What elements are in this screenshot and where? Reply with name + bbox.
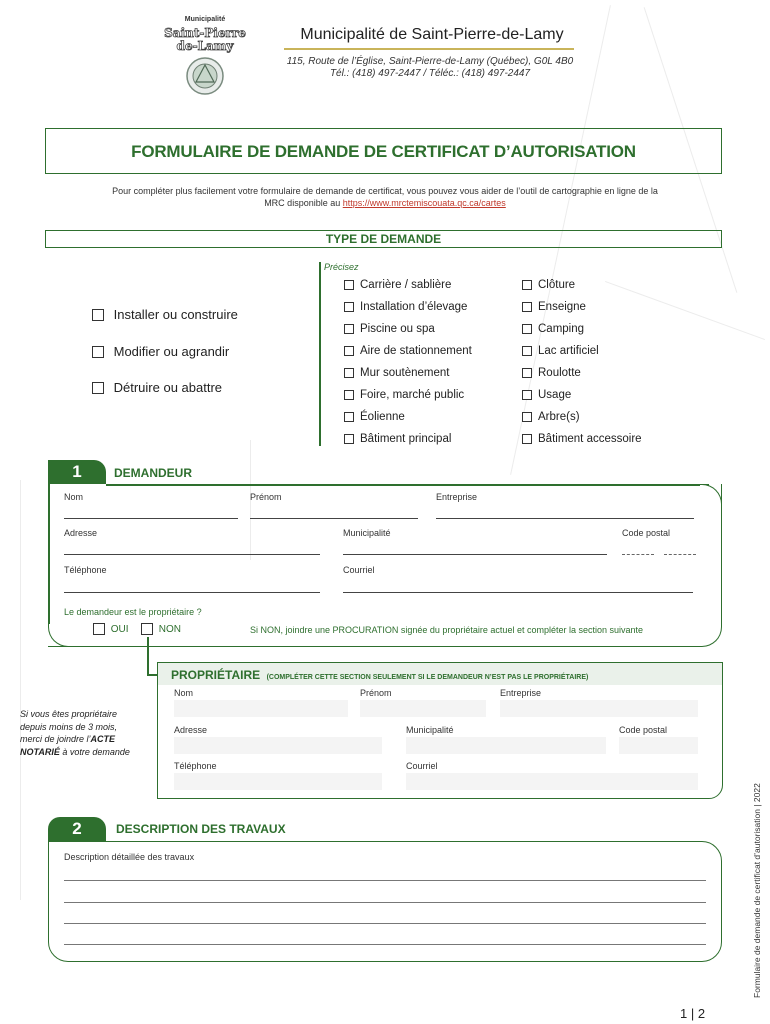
demandeur-codepostal-field-1[interactable] (622, 554, 654, 555)
demandeur-courriel-field[interactable] (343, 592, 693, 593)
option-label: Usage (538, 389, 572, 401)
demandeur-codepostal-field-2[interactable] (664, 554, 696, 555)
precisez-divider (319, 262, 321, 446)
precisez-col1 (344, 279, 472, 455)
prop-adresse-input[interactable] (174, 737, 382, 754)
option-label: Piscine ou spa (360, 323, 435, 335)
checkbox-option[interactable] (344, 302, 354, 312)
checkbox-option[interactable] (522, 368, 532, 378)
org-name-underline (284, 48, 574, 50)
prop-codepostal-input[interactable] (619, 737, 698, 754)
prop-prenom-input[interactable] (360, 700, 486, 717)
demandeur-entreprise-label: Entreprise (436, 492, 478, 502)
side-note-line3-prefix: merci de joindre l’ (20, 734, 91, 744)
prop-nom-input[interactable] (174, 700, 348, 717)
section1-number-badge (48, 460, 106, 484)
demandeur-frame-left (48, 484, 50, 624)
list-item[interactable] (522, 433, 642, 455)
proprietaire-heading (171, 666, 588, 684)
checkbox-option[interactable] (344, 280, 354, 290)
demandeur-codepostal-label: Code postal (622, 528, 671, 538)
org-name: Municipalité de Saint-Pierre-de-Lamy (300, 26, 564, 43)
list-item[interactable] (522, 301, 642, 323)
checkbox-option[interactable] (522, 280, 532, 290)
checkbox-option[interactable] (522, 346, 532, 356)
demandeur-entreprise-field[interactable] (436, 518, 694, 519)
logo-name-line1: Saint-Pierre (164, 26, 246, 40)
prop-municipalite-label: Municipalité (406, 725, 454, 735)
checkbox-option[interactable] (522, 390, 532, 400)
list-item[interactable] (522, 345, 642, 367)
list-item[interactable] (344, 345, 472, 367)
option-label: Foire, marché public (360, 389, 465, 401)
demandeur-prenom-field[interactable] (250, 518, 418, 519)
side-note-line4-suffix: à votre demande (59, 746, 130, 757)
travaux-line-3[interactable] (64, 923, 706, 924)
org-phone: Tél.: (418) 497-2447 / Téléc.: (418) 497-2447 (329, 68, 531, 79)
option-installer[interactable] (92, 306, 238, 322)
list-item[interactable] (344, 279, 472, 301)
oui-option[interactable] (93, 623, 129, 635)
intro-line2-prefix: MRC disponible au (264, 198, 343, 208)
travaux-line-4[interactable] (64, 944, 706, 945)
section1-heading: DEMANDEUR (114, 466, 192, 480)
option-label: Installation d’élevage (360, 301, 468, 313)
type-demande-bar (45, 230, 722, 248)
option-label: Camping (538, 323, 585, 335)
option-label: Éolienne (360, 411, 405, 423)
option-label: Enseigne (538, 301, 586, 313)
prop-telephone-label: Téléphone (174, 761, 217, 771)
side-note-line3 (20, 733, 150, 746)
option-label: Carrière / sablière (360, 279, 452, 291)
form-title: FORMULAIRE DE DEMANDE DE CERTIFICAT D’AUTORISATION (131, 142, 636, 161)
demandeur-municipalite-field[interactable] (343, 554, 607, 555)
procuration-note: Si NON, joindre une PROCURATION signée du propriétaire actuel et compléter la section suivante (250, 625, 644, 635)
checkbox-oui[interactable] (93, 623, 105, 635)
section1-number: 1 (72, 462, 82, 481)
option-label: Roulotte (538, 367, 581, 379)
non-option[interactable] (141, 623, 181, 635)
list-item[interactable] (522, 279, 642, 301)
option-label: Bâtiment accessoire (538, 433, 642, 445)
demandeur-telephone-field[interactable] (64, 592, 320, 593)
prop-courriel-label: Courriel (406, 761, 438, 771)
checkbox-option[interactable] (344, 324, 354, 334)
checkbox-detruire[interactable] (92, 382, 104, 394)
prop-nom-label: Nom (174, 688, 194, 698)
travaux-label: Description détaillée des travaux (64, 852, 195, 862)
list-item[interactable] (522, 389, 642, 411)
type-demande-heading: TYPE DE DEMANDE (325, 232, 442, 246)
prop-entreprise-input[interactable] (500, 700, 698, 717)
demandeur-adresse-field[interactable] (64, 554, 320, 555)
option-label: Clôture (538, 279, 576, 291)
section2-number: 2 (72, 819, 82, 838)
prop-municipalite-input[interactable] (406, 737, 606, 754)
list-item[interactable] (344, 411, 472, 433)
checkbox-modifier[interactable] (92, 346, 104, 358)
checkbox-option[interactable] (522, 412, 532, 422)
checkbox-option[interactable] (522, 434, 532, 444)
intro-line1: Pour compléter plus facilement votre formulaire de demande de certificat, vous pouvez vous aider de l’outil de cartographie en ligne de la (112, 186, 658, 196)
option-label: Mur soutènement (360, 367, 450, 379)
municipal-logo (160, 16, 250, 100)
proprietaire-title: PROPRIÉTAIRE (171, 668, 261, 682)
logo-top-text: Municipalité (184, 16, 226, 23)
prop-adresse-label: Adresse (174, 725, 208, 735)
checkbox-option[interactable] (344, 434, 354, 444)
demandeur-municipalite-label: Municipalité (343, 528, 391, 538)
option-modifier-label: Modifier ou agrandir (113, 344, 230, 360)
demandeur-nom-label: Nom (64, 492, 84, 502)
side-note-line2: depuis moins de 3 mois, (20, 721, 118, 732)
demandeur-prenom-label: Prénom (250, 492, 282, 502)
side-note-line1: Si vous êtes propriétaire (20, 709, 118, 719)
list-item[interactable] (344, 301, 472, 323)
demandeur-adresse-label: Adresse (64, 528, 98, 538)
checkbox-installer[interactable] (92, 309, 104, 321)
oui-label: OUI (110, 623, 129, 635)
logo-emblem-icon (185, 56, 225, 96)
connector-line (147, 637, 149, 675)
proprietaire-question: Le demandeur est le propriétaire ? (64, 607, 202, 617)
option-detruire[interactable] (92, 379, 222, 395)
checkbox-option[interactable] (522, 324, 532, 334)
section2-number-badge (48, 817, 106, 841)
cartography-link[interactable]: https://www.mrctemiscouata.qc.ca/cartes (342, 198, 506, 208)
prop-codepostal-label: Code postal (619, 725, 668, 735)
option-label: Lac artificiel (538, 345, 599, 357)
prop-courriel-input[interactable] (406, 773, 698, 790)
demandeur-nom-field[interactable] (64, 518, 238, 519)
checkbox-option[interactable] (344, 412, 354, 422)
option-installer-label: Installer ou construire (113, 307, 238, 323)
list-item[interactable] (522, 367, 642, 389)
list-item[interactable] (344, 367, 472, 389)
form-title-box (45, 128, 722, 174)
prop-telephone-input[interactable] (174, 773, 382, 790)
option-label: Arbre(s) (538, 411, 580, 423)
precisez-col2 (522, 279, 642, 455)
list-item[interactable] (522, 323, 642, 345)
demandeur-frame-top (106, 484, 709, 486)
checkbox-non[interactable] (141, 623, 153, 635)
checkbox-option[interactable] (344, 346, 354, 356)
travaux-line-2[interactable] (64, 902, 706, 903)
vertical-footer-text: Formulaire de demande de certificat d’autorisation | 2022 (752, 783, 762, 998)
intro-line2 (40, 198, 730, 208)
option-modifier[interactable] (92, 343, 229, 359)
acte-notarie-note (20, 708, 150, 758)
non-label: NON (158, 623, 182, 635)
prop-entreprise-label: Entreprise (500, 688, 542, 698)
side-note-acte: ACTE (90, 734, 116, 744)
precisez-label: Précisez (324, 262, 359, 272)
travaux-line-1[interactable] (64, 880, 706, 881)
logo-name-line2: de-Lamy (176, 39, 234, 53)
side-note-notarie: NOTARIÉ (20, 746, 60, 757)
option-label: Aire de stationnement (360, 345, 472, 357)
checkbox-option[interactable] (522, 302, 532, 312)
option-label: Bâtiment principal (360, 433, 452, 445)
org-address: 115, Route de l’Église, Saint-Pierre-de-Lamy (Québec), G0L 4B0 (286, 56, 574, 67)
list-item[interactable] (344, 323, 472, 345)
demandeur-telephone-label: Téléphone (64, 565, 107, 575)
demandeur-courriel-label: Courriel (343, 565, 375, 575)
proprietaire-subtitle: (COMPLÉTER CETTE SECTION SEULEMENT SI LE DEMANDEUR N’EST PAS LE PROPRIÉTAIRE) (266, 674, 589, 681)
list-item[interactable] (344, 433, 472, 455)
side-note-line4 (20, 746, 150, 759)
checkbox-option[interactable] (344, 368, 354, 378)
section2-heading: DESCRIPTION DES TRAVAUX (116, 822, 286, 836)
option-detruire-label: Détruire ou abattre (113, 380, 223, 396)
page-number: 1 | 2 (680, 1006, 706, 1021)
list-item[interactable] (344, 389, 472, 411)
checkbox-option[interactable] (344, 390, 354, 400)
prop-prenom-label: Prénom (360, 688, 392, 698)
list-item[interactable] (522, 411, 642, 433)
